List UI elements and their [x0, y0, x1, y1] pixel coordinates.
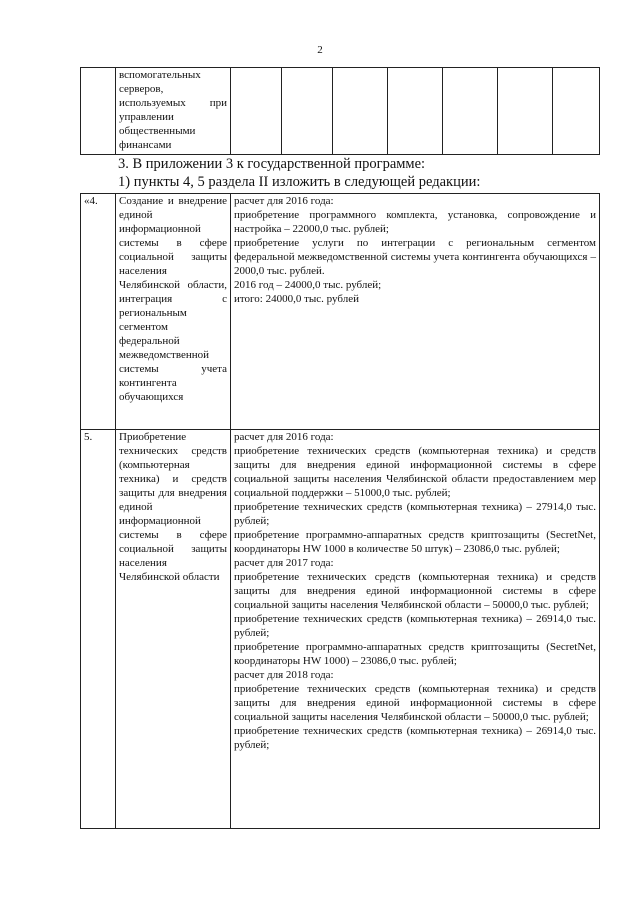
- description-line: расчет для 2016 года:: [234, 195, 334, 207]
- main-table: [80, 193, 600, 829]
- table-cell: [81, 68, 116, 155]
- description-line: приобретение технических средств (компьютерная техника) и средств защиты для внедрения единой информационной системы в сфере социальной защиты населения Челябинской области – 50000,0 тыс. рублей;: [234, 571, 596, 611]
- description-line: расчет для 2017 года:: [234, 557, 334, 569]
- item-name: вспомогательных серверов, используемых при управлении общественными финансами: [119, 69, 227, 151]
- table-cell: [231, 68, 282, 155]
- table-cell: [443, 68, 498, 155]
- row-number-cell: [81, 430, 116, 829]
- description-line: приобретение технических средств (компьютерная техника) и средств защиты для внедрения единой информационной системы в сфере социальной защиты населения Челябинской области предоставлением мер социальной поддержки – 51000,0 тыс. рублей;: [234, 445, 596, 499]
- table-cell: [388, 68, 443, 155]
- row-name-cell: [116, 430, 231, 829]
- row-description-cell: [231, 430, 600, 829]
- row-name-cell: [116, 194, 231, 430]
- row-name: Создание и внедрение единой информационной системы в сфере социальной защиты населения Челябинской области, интеграция с региональным сегментом федеральной межведомственной системы учета контингента обучающихся: [119, 195, 227, 403]
- table-cell: [116, 68, 231, 155]
- table-cell: [282, 68, 333, 155]
- description-line: приобретение технических средств (компьютерная техника) – 26914,0 тыс. рублей;: [234, 613, 596, 639]
- description-line: приобретение программно-аппаратных средств криптозащиты (SecretNet, координаторы HW 1000 в количестве 50 штук) – 23086,0 тыс. рублей;: [234, 529, 596, 555]
- description-line: приобретение технических средств (компьютерная техника) – 26914,0 тыс. рублей;: [234, 725, 596, 751]
- row-description-cell: [231, 194, 600, 430]
- continued-table: [80, 67, 600, 155]
- description-line: 2016 год – 24000,0 тыс. рублей;: [234, 279, 382, 291]
- description-line: приобретение услуги по интеграции с региональным сегментом федеральной межведомственной системы учета контингента обучающихся – 2000,0 тыс. рублей.: [234, 237, 596, 277]
- row-name: Приобретение технических средств (компьютерная техника) и средств защиты для внедрения единой информационной системы в сфере социальной защиты населения Челябинской области: [119, 431, 227, 583]
- page-number: 2: [317, 44, 323, 56]
- table-row: [81, 68, 600, 155]
- description-line: приобретение программно-аппаратных средств криптозащиты (SecretNet, координаторы HW 1000) – 23086,0 тыс. рублей;: [234, 641, 596, 667]
- row-number-cell: [81, 194, 116, 430]
- table-row: [81, 430, 600, 829]
- description-line: приобретение технических средств (компьютерная техника) – 27914,0 тыс. рублей;: [234, 501, 596, 527]
- intro-line-1: 3. В приложении 3 к государственной программе:: [118, 156, 426, 172]
- intro-line-2: 1) пункты 4, 5 раздела II изложить в следующей редакции:: [118, 174, 481, 190]
- description-line: приобретение технических средств (компьютерная техника) и средств защиты для внедрения единой информационной системы в сфере социальной защиты населения Челябинской области – 50000,0 тыс. рублей;: [234, 683, 596, 723]
- row-number: «4.: [84, 195, 98, 207]
- row-number: 5.: [84, 431, 93, 443]
- description-line: расчет для 2018 года:: [234, 669, 334, 681]
- description-line: приобретение программного комплекта, установка, сопровождение и настройка – 22000,0 тыс. рублей;: [234, 209, 596, 235]
- table-cell: [333, 68, 388, 155]
- table-cell: [498, 68, 553, 155]
- description-line: расчет для 2016 года:: [234, 431, 334, 443]
- table-row: [81, 194, 600, 430]
- description-line: итого: 24000,0 тыс. рублей: [234, 293, 359, 305]
- table-cell: [553, 68, 600, 155]
